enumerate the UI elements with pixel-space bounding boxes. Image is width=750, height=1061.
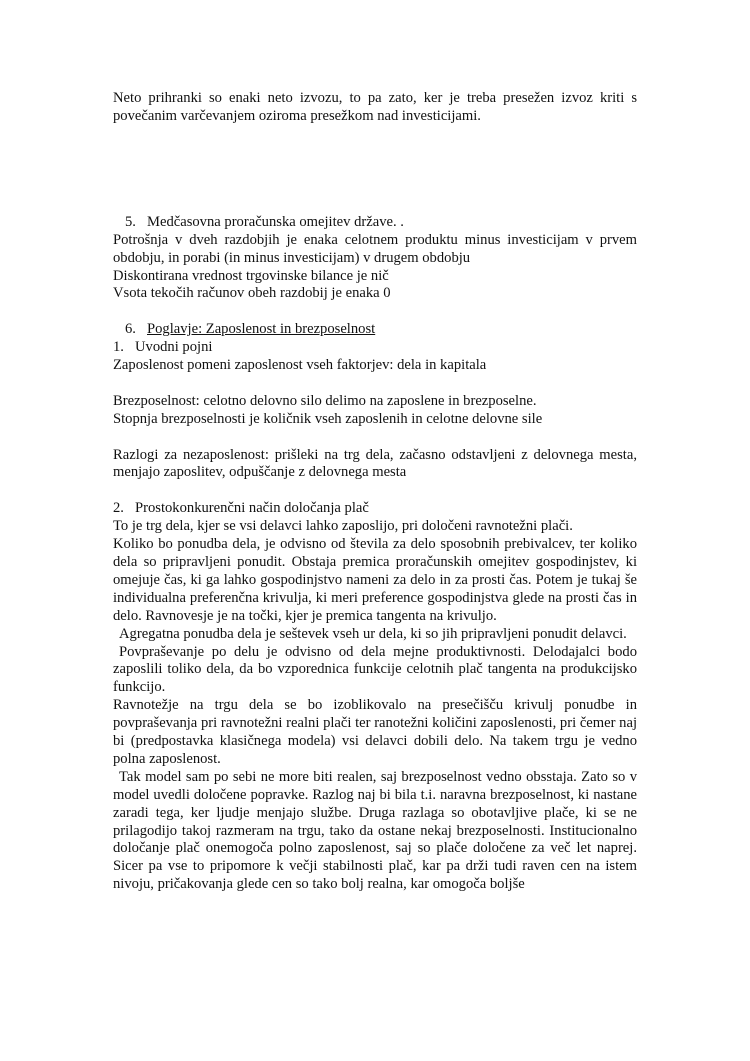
paragraph-employment: Zaposlenost pomeni zaposlenost vseh faktorjev: dela in kapitala [113,357,487,374]
paragraph-model-critique: Tak model sam po sebi ne more biti realen, saj brezposelnost vedno obsstaja. Zato so v model uvedli določene popravke. Razlog naj bi bila t.i. naravna brezposelnost, ki nastane zaradi tega, ker ljudje menjajo službe. Druga razlaga so obotavljive plače, ki se ne prilagodijo takoj razmeram na trgu, tako da ostane nekaj brezposelnosti. Institucionalno določanje plač onemogoča polno zaposlenost, saj so plače določene za več let naprej. Sicer pa vse to pripomore k večji stabilnosti plač, kar pa drži tudi raven cen na istem nivoju, pričakovanja glede cen so tako bolj realna, kar omogoča boljše [113,768,637,893]
subsection-title: Prostokonkurenčni način določanja plač [135,500,369,517]
section-heading-5 [113,214,637,232]
paragraph-unemployment: Brezposelnost: celotno delovno silo delimo na zaposlene in brezposelne. [113,392,537,409]
subsection-heading-2 [113,500,637,518]
section-number: 5. [125,213,136,230]
paragraph-reasons: Razlogi za nezaposlenost: prišleki na trg dela, začasno odstavljeni z delovnega mesta, menjajo zaposlitev, odpuščanje z delovnega mesta [113,446,637,481]
chapter-number: 6. [125,321,136,338]
paragraph-labor-supply: Koliko bo ponudba dela, je odvisno od števila za delo sposobnih prebivalcev, ter koliko dela so pripravljeni ponudit. Obstaja premica proračunskih omejitev gospodinjstev, ki omejuje čas, ki ga lahko gospodinjstvo nameni za delo in za prosti čas. Potem je tukaj še individualna preferenčna krivulja, ki meri preference gospodinjstva glede na prosti čas in delo. Ravnovesje je na točki, kjer je premica tangenta na krivuljo. [113,536,637,624]
paragraph-equilibrium: Ravnotežje na trgu dela se bo izoblikovalo na presečišču krivulj ponudbe in povpraševanja pri ravnotežni realni plači ter ranotežni količini zaposlenosti, pri čemer naj bi (predpostavka klasičnega modela) vsi delavci dobili delo. Na takem trgu je vedno polna zaposlenost. [113,697,637,767]
paragraph-current-accounts: Vsota tekočih računov obeh razdobij je enaka 0 [113,285,391,302]
paragraph-unemployment-rate: Stopnja brezposelnosti je količnik vseh zaposlenih in celotne delovne sile [113,410,543,427]
chapter-title: Poglavje: Zaposlenost in brezposelnost [147,321,376,338]
paragraph-trade-balance: Diskontirana vrednost trgovinske bilance je nič [113,267,389,284]
document-page [113,90,637,894]
subsection-title: Uvodni pojni [135,339,213,356]
subsection-number: 1. [113,339,124,356]
paragraph-consumption: Potrošnja v dveh razdobjih je enaka celotnem produktu minus investicijam v prvem obdobju, in porabi (in minus investicijam) v drugem obdobju [113,231,637,266]
paragraph-labor-market: To je trg dela, kjer se vsi delavci lahko zaposlijo, pri določeni ravnotežni plači. [113,518,573,535]
section-title: Medčasovna proračunska omejitev države. . [147,213,404,230]
paragraph-labor-demand: Povpraševanje po delu je odvisno od dela mejne produktivnosti. Delodajalci bodo zaposlili toliko dela, da bo vzporednica funkcije celotnih plač tangenta na produkcijsko funkcijo. [113,643,637,696]
paragraph-net-savings: Neto prihranki so enaki neto izvozu, to pa zato, ker je treba presežen izvoz kriti s povečanim varčevanjem oziroma presežkom nad investicijami. [113,90,637,124]
subsection-heading-1 [113,339,637,357]
spacer [113,126,637,198]
chapter-heading-6 [113,321,637,339]
subsection-number: 2. [113,500,124,517]
paragraph-aggregate-supply: Agregatna ponudba dela je seštevek vseh ur dela, ki so jih pripravljeni ponudit delavci. [119,625,627,642]
